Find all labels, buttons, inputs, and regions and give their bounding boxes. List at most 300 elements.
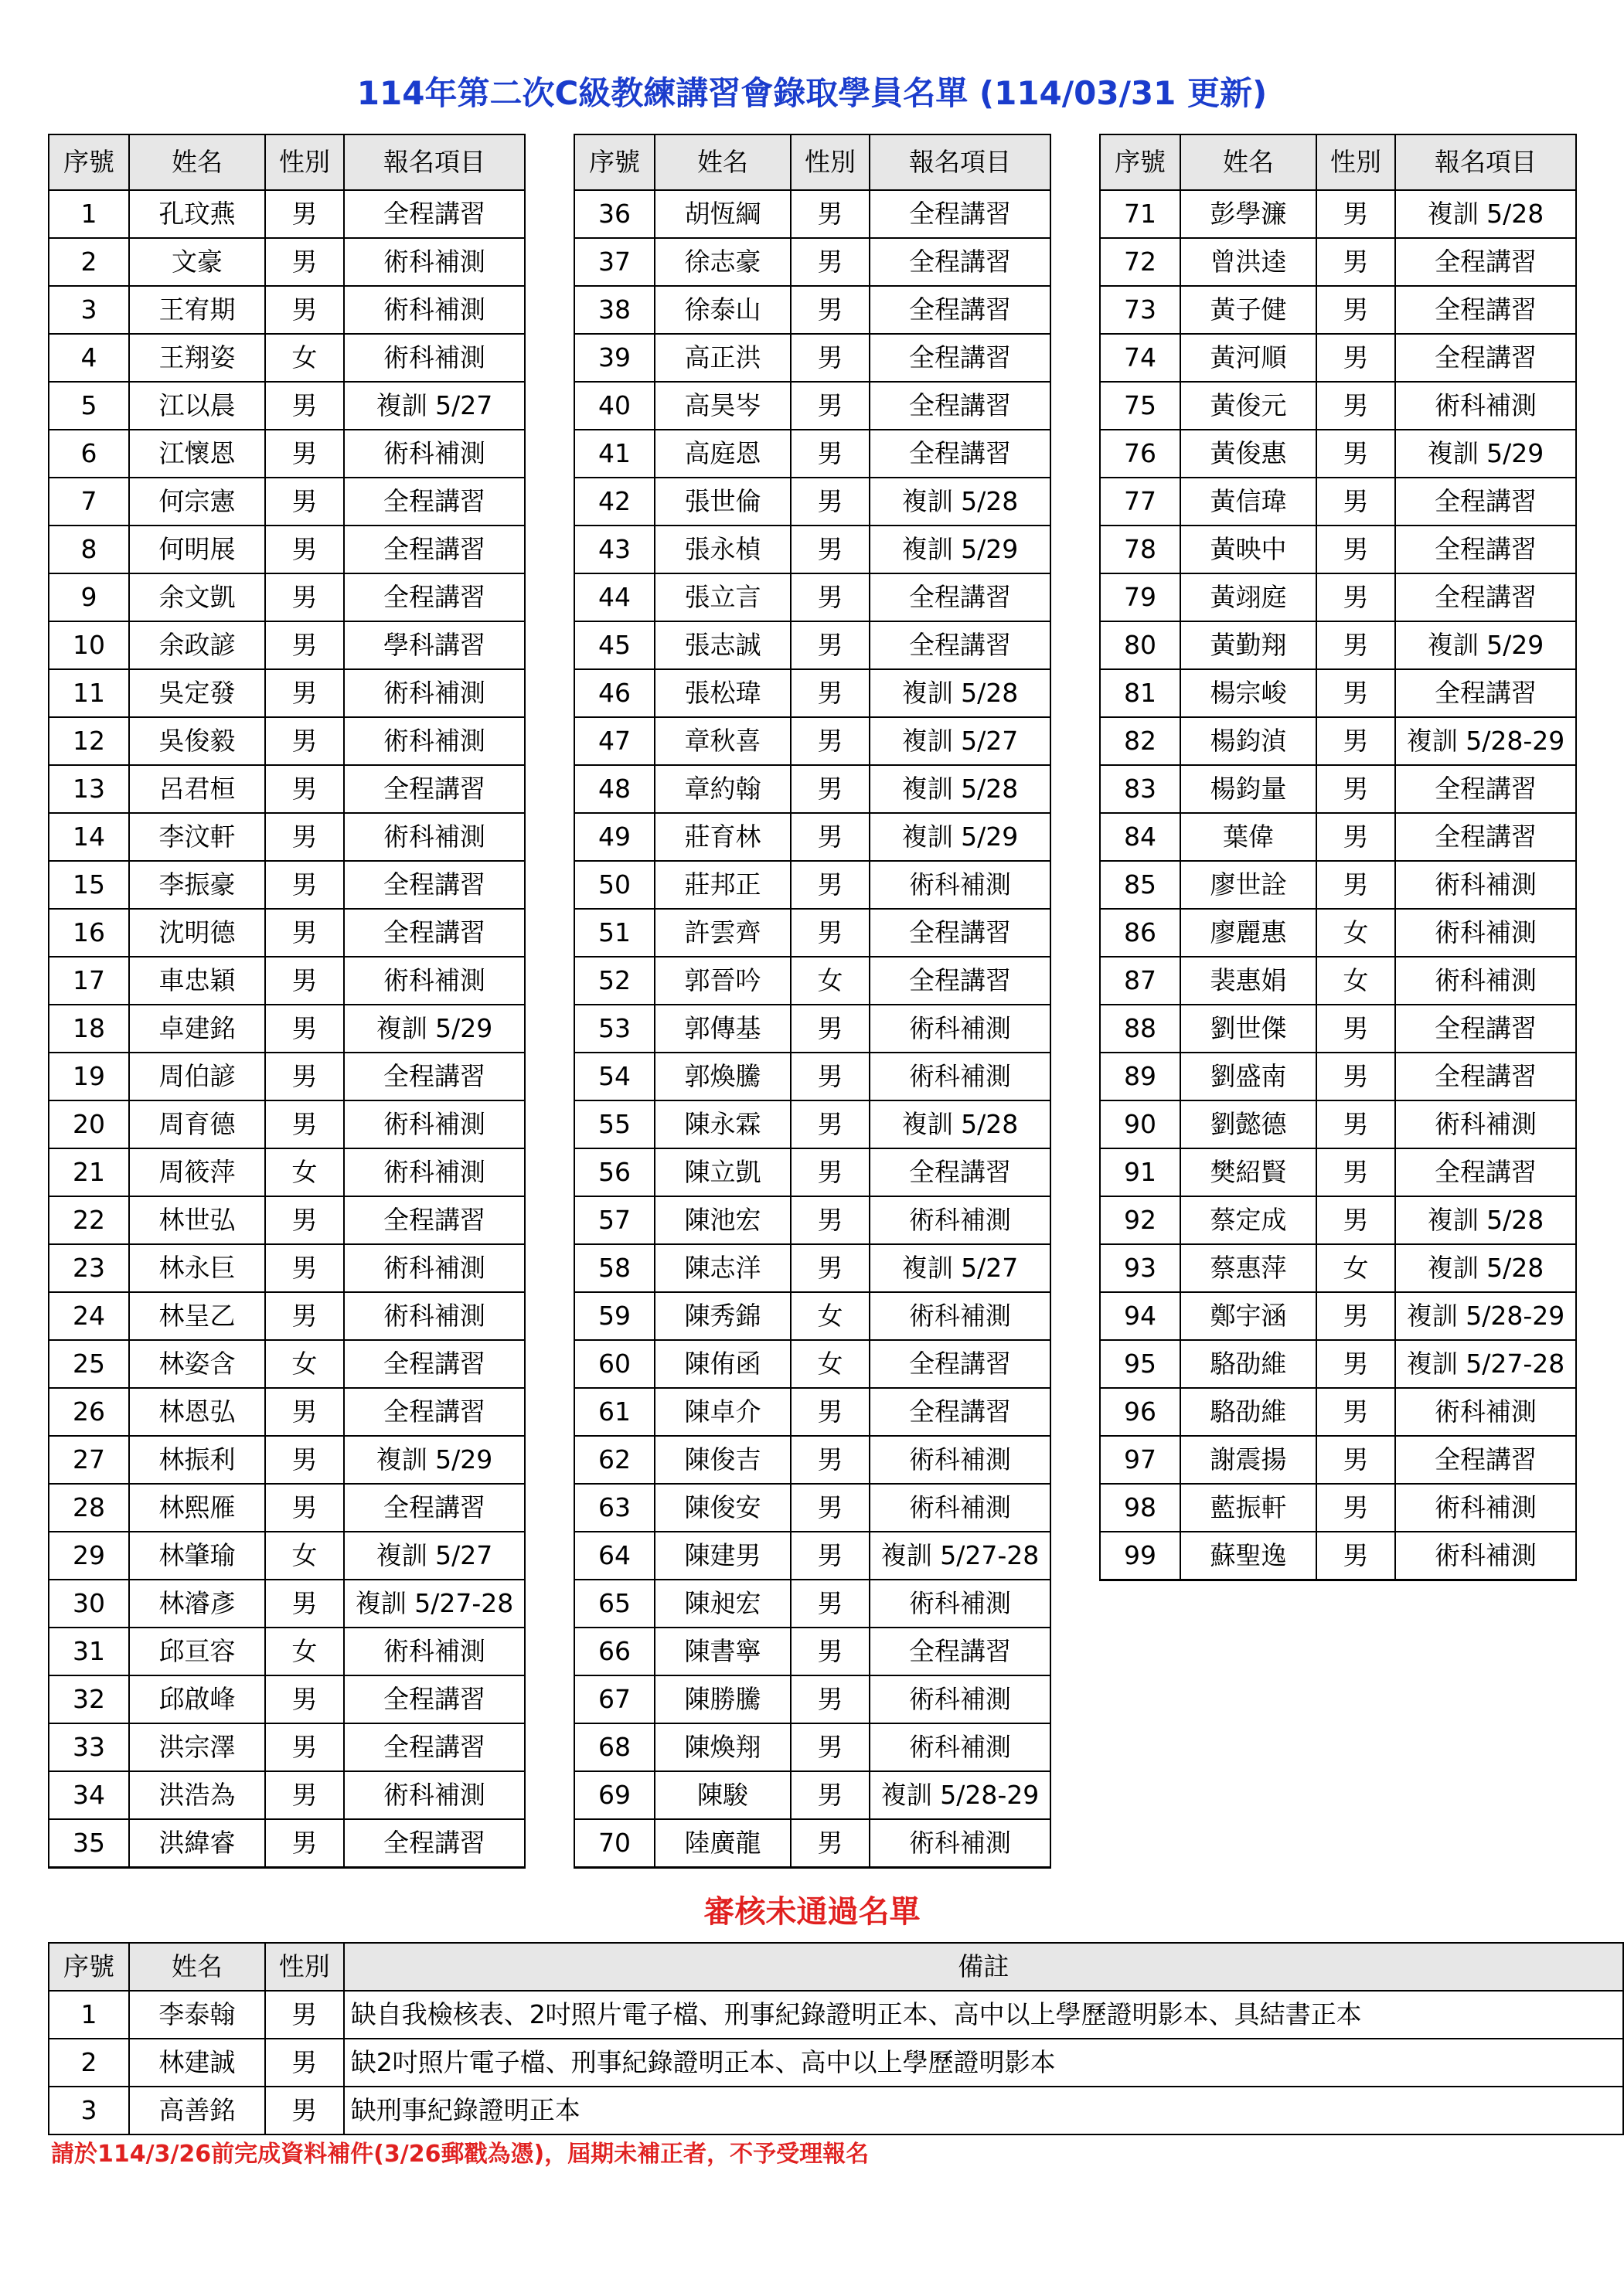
- cell-name: 駱劭維: [1180, 1388, 1316, 1436]
- cell-item: 全程講習: [1395, 1053, 1576, 1100]
- cell-name: 李振豪: [129, 861, 265, 909]
- cell-no: 33: [49, 1723, 129, 1771]
- cell-no: 36: [574, 190, 655, 238]
- table-row: [1100, 1532, 1576, 1580]
- table-row: [49, 1580, 525, 1628]
- cell-item: 全程講習: [344, 909, 525, 957]
- table-row: [49, 1148, 525, 1196]
- cell-item: 全程講習: [344, 1675, 525, 1723]
- cell-gender: 男: [265, 1771, 344, 1819]
- cell-item: 術科補測: [344, 1771, 525, 1819]
- cell-item: 術科補測: [870, 1675, 1050, 1723]
- cell-no: 11: [49, 669, 129, 717]
- cell-name: 江懷恩: [129, 430, 265, 478]
- cell-name: 藍振軒: [1180, 1484, 1316, 1532]
- cell-gender: 男: [1316, 1148, 1395, 1196]
- cell-gender: 女: [791, 957, 870, 1005]
- cell-name: 周筱萍: [129, 1148, 265, 1196]
- cell-item: 全程講習: [1395, 1148, 1576, 1196]
- cell-gender: 男: [265, 430, 344, 478]
- cell-gender: 男: [265, 1053, 344, 1100]
- cell-name: 林建誠: [129, 2039, 265, 2087]
- cell-item: 全程講習: [870, 573, 1050, 621]
- cell-name: 張立言: [655, 573, 791, 621]
- cell-name: 莊育林: [655, 813, 791, 861]
- table-row: [49, 717, 525, 765]
- cell-item: 複訓 5/29: [870, 813, 1050, 861]
- table-row: [49, 2087, 1623, 2134]
- cell-gender: 男: [791, 334, 870, 382]
- cell-name: 沈明德: [129, 909, 265, 957]
- cell-gender: 男: [265, 1005, 344, 1053]
- cell-item: 全程講習: [1395, 1436, 1576, 1484]
- cell-name: 黃勤翔: [1180, 621, 1316, 669]
- cell-gender: 男: [1316, 1388, 1395, 1436]
- table-row: [1100, 1148, 1576, 1196]
- cell-no: 81: [1100, 669, 1180, 717]
- table-row: [574, 1675, 1050, 1723]
- cell-name: 駱劭維: [1180, 1340, 1316, 1388]
- cell-gender: 男: [791, 813, 870, 861]
- table-row: [574, 1436, 1050, 1484]
- cell-gender: 男: [265, 286, 344, 334]
- cell-name: 邱啟峰: [129, 1675, 265, 1723]
- table-row: [49, 909, 525, 957]
- cell-name: 黃映中: [1180, 526, 1316, 573]
- table-row: [1100, 190, 1576, 238]
- cell-item: 複訓 5/28: [870, 669, 1050, 717]
- cell-no: 21: [49, 1148, 129, 1196]
- cell-gender: 男: [265, 621, 344, 669]
- table-row: [574, 286, 1050, 334]
- cell-no: 97: [1100, 1436, 1180, 1484]
- cell-gender: 男: [791, 382, 870, 430]
- cell-item: 全程講習: [344, 1484, 525, 1532]
- cell-name: 呂君桓: [129, 765, 265, 813]
- cell-no: 72: [1100, 238, 1180, 286]
- cell-gender: 女: [1316, 909, 1395, 957]
- cell-no: 31: [49, 1628, 129, 1675]
- table-row: [1100, 765, 1576, 813]
- cell-name: 黃俊惠: [1180, 430, 1316, 478]
- cell-name: 張永楨: [655, 526, 791, 573]
- cell-item: 學科講習: [344, 621, 525, 669]
- cell-item: 複訓 5/28-29: [870, 1771, 1050, 1819]
- cell-item: 術科補測: [344, 1148, 525, 1196]
- cell-no: 10: [49, 621, 129, 669]
- cell-gender: 男: [791, 717, 870, 765]
- cell-item: 複訓 5/29: [344, 1005, 525, 1053]
- cell-item: 全程講習: [870, 957, 1050, 1005]
- cell-no: 68: [574, 1723, 655, 1771]
- footnote: 請於114/3/26前完成資料補件(3/26郵戳為憑)，屆期未補正者，不予受理報名: [51, 2141, 870, 2168]
- cell-item: 全程講習: [1395, 286, 1576, 334]
- table-row: [49, 478, 525, 526]
- table-row: [49, 1819, 525, 1868]
- cell-item: 全程講習: [344, 478, 525, 526]
- cell-name: 高善銘: [129, 2087, 265, 2134]
- cell-name: 林肇瑜: [129, 1532, 265, 1580]
- table-row: [1100, 1244, 1576, 1292]
- table-row: [574, 1771, 1050, 1819]
- cell-gender: 男: [791, 430, 870, 478]
- table-row: [574, 813, 1050, 861]
- cell-no: 66: [574, 1628, 655, 1675]
- cell-no: 19: [49, 1053, 129, 1100]
- cell-no: 1: [49, 190, 129, 238]
- cell-item: 複訓 5/27: [344, 1532, 525, 1580]
- table-row: [49, 1991, 1623, 2039]
- cell-no: 95: [1100, 1340, 1180, 1388]
- cell-gender: 男: [791, 1771, 870, 1819]
- cell-gender: 男: [791, 1484, 870, 1532]
- cell-name: 陳俊安: [655, 1484, 791, 1532]
- cell-gender: 男: [791, 286, 870, 334]
- cell-no: 84: [1100, 813, 1180, 861]
- table-row: [574, 717, 1050, 765]
- cell-name: 邱亘容: [129, 1628, 265, 1675]
- table-row: [1100, 1053, 1576, 1100]
- table-row: [574, 1148, 1050, 1196]
- cell-item: 全程講習: [870, 238, 1050, 286]
- cell-no: 89: [1100, 1053, 1180, 1100]
- cell-name: 陳書寧: [655, 1628, 791, 1675]
- cell-name: 陳池宏: [655, 1196, 791, 1244]
- table-row: [49, 1436, 525, 1484]
- cell-name: 陳志洋: [655, 1244, 791, 1292]
- cell-gender: 男: [1316, 861, 1395, 909]
- table-row: [574, 1484, 1050, 1532]
- cell-item: 術科補測: [1395, 1532, 1576, 1580]
- cell-item: 全程講習: [870, 909, 1050, 957]
- cell-gender: 男: [791, 1148, 870, 1196]
- cell-gender: 男: [265, 382, 344, 430]
- cell-no: 52: [574, 957, 655, 1005]
- cell-name: 陳立凱: [655, 1148, 791, 1196]
- cell-item: 術科補測: [870, 1723, 1050, 1771]
- cell-gender: 男: [265, 190, 344, 238]
- cell-name: 曾洪逵: [1180, 238, 1316, 286]
- table-row: [49, 1388, 525, 1436]
- table-row: [1100, 861, 1576, 909]
- cell-gender: 男: [791, 1100, 870, 1148]
- cell-gender: 男: [1316, 1292, 1395, 1340]
- cell-no: 25: [49, 1340, 129, 1388]
- cell-gender: 男: [265, 1388, 344, 1436]
- cell-gender: 男: [1316, 1340, 1395, 1388]
- cell-gender: 男: [791, 1532, 870, 1580]
- cell-gender: 男: [791, 478, 870, 526]
- cell-item: 術科補測: [870, 1580, 1050, 1628]
- cell-no: 40: [574, 382, 655, 430]
- table-row: [49, 334, 525, 382]
- cell-gender: 男: [265, 573, 344, 621]
- cell-no: 63: [574, 1484, 655, 1532]
- table-row: [1100, 1484, 1576, 1532]
- cell-gender: 男: [791, 1244, 870, 1292]
- cell-item: 全程講習: [1395, 669, 1576, 717]
- table-row: [574, 765, 1050, 813]
- cell-gender: 男: [265, 1580, 344, 1628]
- cell-gender: 男: [791, 1675, 870, 1723]
- cell-gender: 男: [1316, 238, 1395, 286]
- cell-gender: 男: [1316, 813, 1395, 861]
- cell-gender: 男: [791, 190, 870, 238]
- cell-item: 術科補測: [870, 861, 1050, 909]
- cell-item: 全程講習: [344, 1819, 525, 1868]
- cell-gender: 男: [265, 1991, 344, 2039]
- cell-gender: 男: [265, 2039, 344, 2087]
- cell-no: 34: [49, 1771, 129, 1819]
- cell-name: 蔡惠萍: [1180, 1244, 1316, 1292]
- cell-name: 陳卓介: [655, 1388, 791, 1436]
- header-row: [49, 1943, 1623, 1991]
- cell-no: 14: [49, 813, 129, 861]
- table-row: [574, 1580, 1050, 1628]
- table-row: [49, 1100, 525, 1148]
- cell-no: 46: [574, 669, 655, 717]
- cell-item: 複訓 5/28: [1395, 1196, 1576, 1244]
- cell-name: 陳永霖: [655, 1100, 791, 1148]
- cell-no: 43: [574, 526, 655, 573]
- table-row: [574, 1723, 1050, 1771]
- cell-no: 80: [1100, 621, 1180, 669]
- cell-item: 複訓 5/27-28: [344, 1580, 525, 1628]
- cell-gender: 男: [265, 238, 344, 286]
- cell-name: 余文凱: [129, 573, 265, 621]
- cell-item: 複訓 5/29: [870, 526, 1050, 573]
- table-row: [1100, 1005, 1576, 1053]
- cell-gender: 男: [265, 1819, 344, 1868]
- cell-gender: 女: [791, 1292, 870, 1340]
- cell-name: 高昊岑: [655, 382, 791, 430]
- cell-name: 吳俊毅: [129, 717, 265, 765]
- cell-name: 郭煥騰: [655, 1053, 791, 1100]
- header-gender: 性別: [265, 1943, 344, 1991]
- cell-name: 胡恆綱: [655, 190, 791, 238]
- header-item: 報名項目: [1395, 134, 1576, 190]
- cell-item: 全程講習: [870, 334, 1050, 382]
- cell-name: 葉偉: [1180, 813, 1316, 861]
- cell-name: 林濬彥: [129, 1580, 265, 1628]
- cell-gender: 女: [265, 334, 344, 382]
- cell-no: 98: [1100, 1484, 1180, 1532]
- table-row: [49, 861, 525, 909]
- cell-gender: 男: [791, 1436, 870, 1484]
- cell-item: 複訓 5/27-28: [870, 1532, 1050, 1580]
- cell-name: 徐泰山: [655, 286, 791, 334]
- cell-name: 洪緯睿: [129, 1819, 265, 1868]
- cell-item: 術科補測: [344, 813, 525, 861]
- table-row: [574, 1532, 1050, 1580]
- cell-name: 高正洪: [655, 334, 791, 382]
- table-row: [1100, 382, 1576, 430]
- table-row: [49, 1340, 525, 1388]
- cell-no: 3: [49, 2087, 129, 2134]
- cell-no: 50: [574, 861, 655, 909]
- cell-item: 全程講習: [1395, 765, 1576, 813]
- cell-name: 樊紹賢: [1180, 1148, 1316, 1196]
- cell-no: 92: [1100, 1196, 1180, 1244]
- cell-item: 複訓 5/28: [1395, 1244, 1576, 1292]
- cell-note: 缺自我檢核表、2吋照片電子檔、刑事紀錄證明正本、高中以上學歷證明影本、具結書正本: [344, 1991, 1623, 2039]
- table-row: [1100, 669, 1576, 717]
- table-row: [49, 1196, 525, 1244]
- cell-gender: 男: [265, 909, 344, 957]
- cell-name: 李汶軒: [129, 813, 265, 861]
- cell-no: 18: [49, 1005, 129, 1053]
- table-row: [1100, 1100, 1576, 1148]
- cell-item: 全程講習: [344, 765, 525, 813]
- cell-name: 劉懿德: [1180, 1100, 1316, 1148]
- cell-gender: 男: [265, 1675, 344, 1723]
- cell-item: 全程講習: [1395, 238, 1576, 286]
- cell-name: 陳建男: [655, 1532, 791, 1580]
- cell-no: 30: [49, 1580, 129, 1628]
- cell-name: 裴惠娟: [1180, 957, 1316, 1005]
- cell-name: 吳定發: [129, 669, 265, 717]
- table-row: [49, 190, 525, 238]
- cell-item: 全程講習: [344, 573, 525, 621]
- cell-name: 莊邦正: [655, 861, 791, 909]
- cell-item: 術科補測: [344, 1292, 525, 1340]
- table-row: [49, 1053, 525, 1100]
- cell-no: 12: [49, 717, 129, 765]
- header-row: [574, 134, 1050, 190]
- header-no: 序號: [49, 134, 129, 190]
- table-row: [1100, 909, 1576, 957]
- cell-name: 劉世傑: [1180, 1005, 1316, 1053]
- cell-no: 41: [574, 430, 655, 478]
- cell-gender: 男: [265, 813, 344, 861]
- table-row: [574, 1388, 1050, 1436]
- table-row: [49, 1244, 525, 1292]
- cell-gender: 男: [265, 1244, 344, 1292]
- cell-gender: 男: [1316, 382, 1395, 430]
- cell-name: 余政諺: [129, 621, 265, 669]
- cell-no: 94: [1100, 1292, 1180, 1340]
- cell-no: 91: [1100, 1148, 1180, 1196]
- cell-no: 15: [49, 861, 129, 909]
- cell-gender: 男: [791, 573, 870, 621]
- cell-no: 74: [1100, 334, 1180, 382]
- cell-note: 缺2吋照片電子檔、刑事紀錄證明正本、高中以上學歷證明影本: [344, 2039, 1623, 2087]
- table-row: [49, 1628, 525, 1675]
- cell-gender: 男: [791, 1053, 870, 1100]
- cell-no: 2: [49, 2039, 129, 2087]
- cell-gender: 男: [265, 957, 344, 1005]
- cell-item: 術科補測: [344, 669, 525, 717]
- cell-name: 林恩弘: [129, 1388, 265, 1436]
- cell-name: 楊鈞湞: [1180, 717, 1316, 765]
- table-row: [574, 1628, 1050, 1675]
- cell-name: 高庭恩: [655, 430, 791, 478]
- cell-name: 陳煥翔: [655, 1723, 791, 1771]
- cell-name: 黃河順: [1180, 334, 1316, 382]
- cell-name: 許雲齊: [655, 909, 791, 957]
- cell-gender: 男: [265, 526, 344, 573]
- cell-name: 李泰翰: [129, 1991, 265, 2039]
- table-row: [1100, 1196, 1576, 1244]
- cell-item: 術科補測: [1395, 382, 1576, 430]
- cell-name: 陳侑函: [655, 1340, 791, 1388]
- cell-no: 22: [49, 1196, 129, 1244]
- cell-item: 複訓 5/27: [870, 717, 1050, 765]
- cell-name: 陳勝騰: [655, 1675, 791, 1723]
- cell-gender: 女: [1316, 957, 1395, 1005]
- cell-gender: 男: [791, 1580, 870, 1628]
- table-row: [49, 526, 525, 573]
- cell-no: 99: [1100, 1532, 1180, 1580]
- cell-item: 全程講習: [344, 1053, 525, 1100]
- table-row: [1100, 526, 1576, 573]
- header-item: 報名項目: [870, 134, 1050, 190]
- cell-name: 蔡定成: [1180, 1196, 1316, 1244]
- cell-item: 術科補測: [870, 1436, 1050, 1484]
- cell-gender: 男: [1316, 478, 1395, 526]
- table-row: [49, 238, 525, 286]
- cell-no: 49: [574, 813, 655, 861]
- cell-name: 謝震揚: [1180, 1436, 1316, 1484]
- cell-item: 術科補測: [1395, 1484, 1576, 1532]
- cell-name: 蘇聖逸: [1180, 1532, 1316, 1580]
- table-row: [1100, 1292, 1576, 1340]
- table-row: [574, 621, 1050, 669]
- cell-name: 車忠穎: [129, 957, 265, 1005]
- cell-name: 徐志豪: [655, 238, 791, 286]
- cell-name: 劉盛南: [1180, 1053, 1316, 1100]
- cell-item: 複訓 5/28: [870, 765, 1050, 813]
- cell-name: 洪宗澤: [129, 1723, 265, 1771]
- table-row: [574, 382, 1050, 430]
- roster-table-2: [574, 134, 1051, 1869]
- table-row: [574, 1196, 1050, 1244]
- cell-item: 全程講習: [870, 621, 1050, 669]
- table-row: [574, 238, 1050, 286]
- cell-name: 文豪: [129, 238, 265, 286]
- cell-no: 26: [49, 1388, 129, 1436]
- table-row: [49, 957, 525, 1005]
- table-row: [574, 1005, 1050, 1053]
- header-name: 姓名: [655, 134, 791, 190]
- cell-item: 術科補測: [1395, 861, 1576, 909]
- cell-no: 65: [574, 1580, 655, 1628]
- cell-item: 複訓 5/28-29: [1395, 717, 1576, 765]
- cell-no: 67: [574, 1675, 655, 1723]
- cell-gender: 女: [265, 1628, 344, 1675]
- table-row: [1100, 957, 1576, 1005]
- cell-name: 林世弘: [129, 1196, 265, 1244]
- cell-no: 71: [1100, 190, 1180, 238]
- cell-item: 全程講習: [344, 1723, 525, 1771]
- cell-no: 8: [49, 526, 129, 573]
- cell-gender: 男: [1316, 526, 1395, 573]
- cell-name: 林振利: [129, 1436, 265, 1484]
- cell-no: 45: [574, 621, 655, 669]
- cell-item: 術科補測: [344, 430, 525, 478]
- cell-gender: 男: [791, 1196, 870, 1244]
- cell-no: 75: [1100, 382, 1180, 430]
- cell-item: 複訓 5/29: [344, 1436, 525, 1484]
- cell-item: 全程講習: [870, 382, 1050, 430]
- cell-gender: 男: [265, 765, 344, 813]
- cell-no: 16: [49, 909, 129, 957]
- page-title: 114年第二次C級教練講習會錄取學員名單 (114/03/31 更新): [356, 74, 1268, 112]
- header-row: [1100, 134, 1576, 190]
- cell-item: 術科補測: [344, 238, 525, 286]
- cell-gender: 男: [1316, 190, 1395, 238]
- cell-gender: 男: [1316, 669, 1395, 717]
